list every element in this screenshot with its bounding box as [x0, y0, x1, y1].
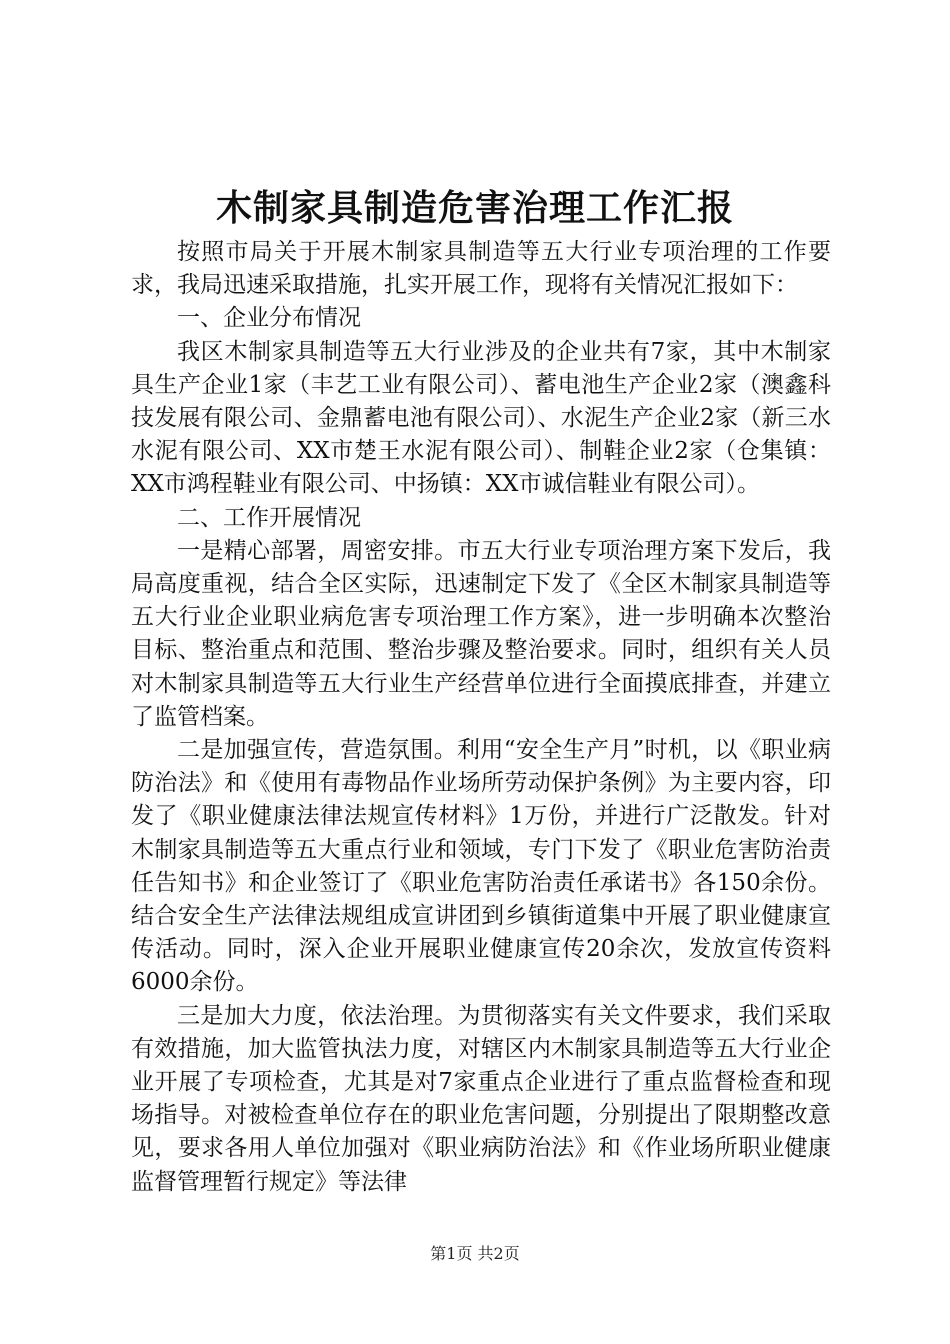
intro-paragraph: 按照市局关于开展木制家具制造等五大行业专项治理的工作要求，我局迅速采取措施，扎实开展工作，现将有关情况汇报如下：	[131, 239, 831, 299]
work-item-enforcement-paragraph: 三是加大力度，依法治理。为贯彻落实有关文件要求，我们采取有效措施，加大监管执法力度，对辖区内木制家具制造等五大行业企业开展了专项检查，尤其是对7家重点企业进行了重点监督检查和现场指导。对被检查单位存在的职业危害问题，分别提出了限期整改意见，要求各用人单位加强对《职业病防治法》和《作业场所职业健康监督管理暂行规定》等法律	[131, 1002, 831, 1195]
work-item-publicity-paragraph: 二是加强宣传，营造氛围。利用“安全生产月”时机，以《职业病防治法》和《使用有毒物品作业场所劳动保护条例》为主要内容，印发了《职业健康法律法规宣传材料》1万份，并进行广泛散发。针对木制家具制造等五大重点行业和领域，专门下发了《职业危害防治责任告知书》和企业签订了《职业危害防治责任承诺书》各150余份。结合安全生产法律法规组成宣讲团到乡镇街道集中开展了职业健康宣传活动。同时，深入企业开展职业健康宣传20余次，发放宣传资料6000余份。	[131, 737, 831, 996]
section-heading-enterprise-distribution: 一、企业分布情况	[177, 305, 361, 332]
document-body	[131, 236, 831, 1199]
section-heading-work-progress: 二、工作开展情况	[177, 504, 361, 531]
document-title: 木制家具制造危害治理工作汇报	[215, 187, 734, 229]
page-number-footer: 第1页 共2页	[430, 1244, 520, 1263]
work-item-deployment-paragraph: 一是精心部署，周密安排。市五大行业专项治理方案下发后，我局高度重视，结合全区实际，迅速制定下发了《全区木制家具制造等五大行业企业职业病危害专项治理工作方案》，进一步明确本次整治目标、整治重点和范围、整治步骤及整治要求。同时，组织有关人员对木制家具制造等五大行业生产经营单位进行全面摸底排查，并建立了监管档案。	[131, 537, 831, 730]
enterprise-distribution-paragraph: 我区木制家具制造等五大行业涉及的企业共有7家，其中木制家具生产企业1家（丰艺工业有限公司）、蓄电池生产企业2家（澳鑫科技发展有限公司、金鼎蓄电池有限公司）、水泥生产企业2家（新三水水泥有限公司、XX市楚王水泥有限公司）、制鞋企业2家（仓集镇：XX市鸿程鞋业有限公司、中扬镇：XX市诚信鞋业有限公司）。	[131, 338, 831, 498]
